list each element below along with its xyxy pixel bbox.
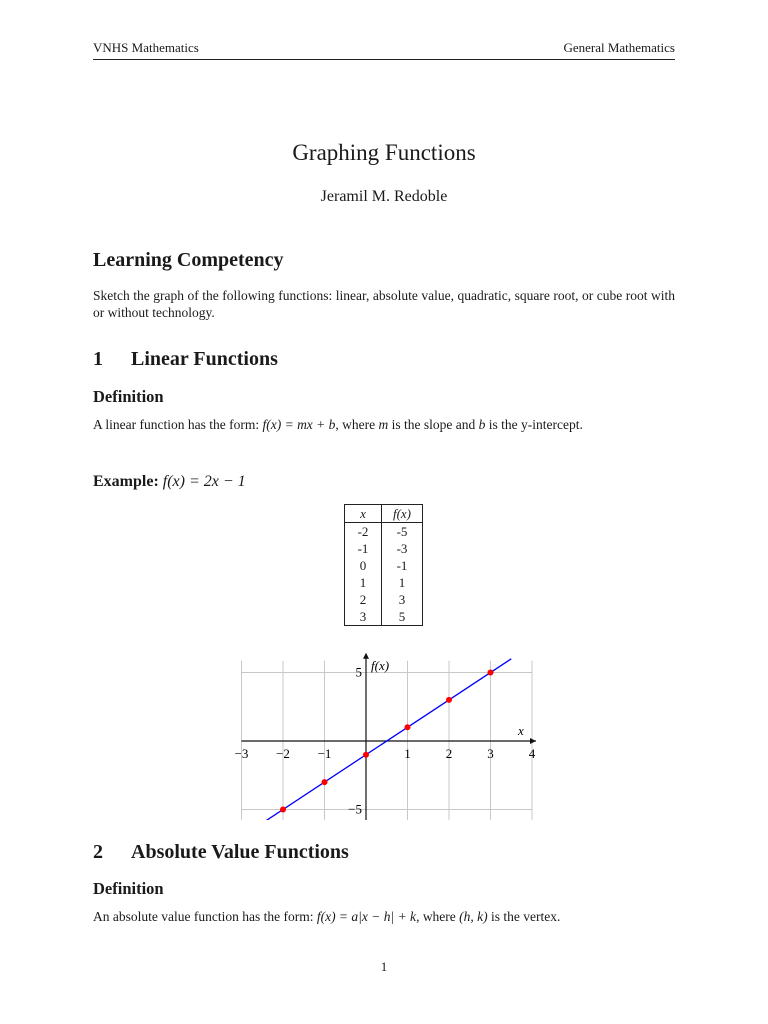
x-tick-label: 4 bbox=[528, 746, 536, 761]
table-cell: -2 bbox=[345, 523, 382, 541]
table-cell: 2 bbox=[345, 591, 382, 608]
learning-competency-heading: Learning Competency bbox=[93, 249, 284, 271]
y-axis-label: f(x) bbox=[371, 657, 390, 673]
def-text-part: is the vertex. bbox=[487, 909, 561, 924]
section-2-heading bbox=[93, 841, 349, 864]
section-1-definition-text bbox=[93, 416, 675, 433]
table-cell: 1 bbox=[345, 574, 382, 591]
x-tick-label: 2 bbox=[445, 746, 453, 761]
data-point bbox=[363, 752, 369, 758]
header-right: General Mathematics bbox=[563, 40, 675, 55]
x-tick-label: −3 bbox=[234, 746, 249, 761]
section-2-number: 2 bbox=[93, 841, 103, 863]
learning-competency-text: Sketch the graph of the following functions: linear, absolute value, quadratic, square root, or cube root with or without technology. bbox=[93, 288, 675, 320]
data-point bbox=[446, 697, 452, 703]
example-label: Example: bbox=[93, 473, 159, 490]
y-axis-arrow bbox=[363, 653, 369, 659]
document-author: Jeramil M. Redoble bbox=[320, 188, 448, 205]
section-1-title: Linear Functions bbox=[131, 348, 278, 370]
values-table bbox=[344, 504, 423, 626]
data-point bbox=[488, 670, 494, 676]
def-text-part: An absolute value function has the form: bbox=[93, 909, 317, 924]
def-intercept-symbol: b bbox=[478, 417, 486, 432]
table-cell: -1 bbox=[396, 557, 408, 573]
table-cell: 3 bbox=[345, 608, 382, 626]
table-cell: 3 bbox=[398, 591, 406, 607]
table-header-x: x bbox=[345, 505, 382, 523]
y-tick-label: 5 bbox=[355, 664, 362, 680]
def-text-part: , where bbox=[335, 417, 379, 432]
table-cell: 1 bbox=[398, 574, 406, 590]
section-2-title: Absolute Value Functions bbox=[131, 841, 349, 863]
table-header-row bbox=[345, 505, 423, 523]
table-row bbox=[345, 591, 423, 608]
table-cell: -5 bbox=[396, 523, 408, 539]
section-2-definition-heading: Definition bbox=[93, 879, 164, 898]
def-text-part: is the y-intercept. bbox=[485, 417, 583, 432]
table-row bbox=[345, 608, 423, 626]
def-text-part: , where bbox=[416, 909, 460, 924]
function-line bbox=[254, 659, 511, 820]
x-tick-label: −1 bbox=[317, 746, 332, 761]
example-line bbox=[93, 473, 246, 491]
def-text-part: A linear function has the form: bbox=[93, 417, 263, 432]
table-cell: 0 bbox=[345, 557, 382, 574]
table-cell: -3 bbox=[396, 540, 408, 556]
example-formula: f(x) = 2x − 1 bbox=[162, 473, 246, 490]
table-row bbox=[345, 574, 423, 591]
table-row bbox=[345, 557, 423, 574]
section-1-number: 1 bbox=[93, 348, 103, 370]
def-text-part: is the slope and bbox=[388, 417, 479, 432]
data-point bbox=[322, 779, 328, 785]
page-number: 1 bbox=[380, 959, 388, 974]
document-title: Graphing Functions bbox=[292, 140, 476, 165]
linear-function-graph bbox=[220, 640, 550, 820]
x-axis-arrow bbox=[530, 738, 536, 744]
table-cell: -1 bbox=[345, 540, 382, 557]
table-row bbox=[345, 523, 423, 541]
def-formula: f(x) = mx + b bbox=[262, 417, 336, 432]
x-axis-label: x bbox=[518, 723, 524, 738]
y-tick-label: −5 bbox=[348, 801, 362, 817]
data-point bbox=[405, 724, 411, 730]
table-header-fx: f(x) bbox=[382, 505, 423, 523]
x-tick-label: 3 bbox=[487, 746, 494, 761]
section-1-definition-heading: Definition bbox=[93, 387, 164, 406]
def-vertex: (h, k) bbox=[459, 909, 488, 924]
def-formula: f(x) = a|x − h| + k bbox=[316, 909, 417, 924]
table-row bbox=[345, 540, 423, 557]
def-slope-symbol: m bbox=[378, 417, 389, 432]
page-header bbox=[93, 40, 675, 60]
header-left: VNHS Mathematics bbox=[93, 40, 199, 55]
table-cell: 5 bbox=[398, 608, 406, 624]
section-1-heading bbox=[93, 348, 278, 371]
section-2-definition-text bbox=[93, 908, 675, 925]
x-tick-label: −2 bbox=[276, 746, 290, 761]
data-point bbox=[280, 807, 286, 813]
x-tick-label: 1 bbox=[404, 746, 411, 761]
